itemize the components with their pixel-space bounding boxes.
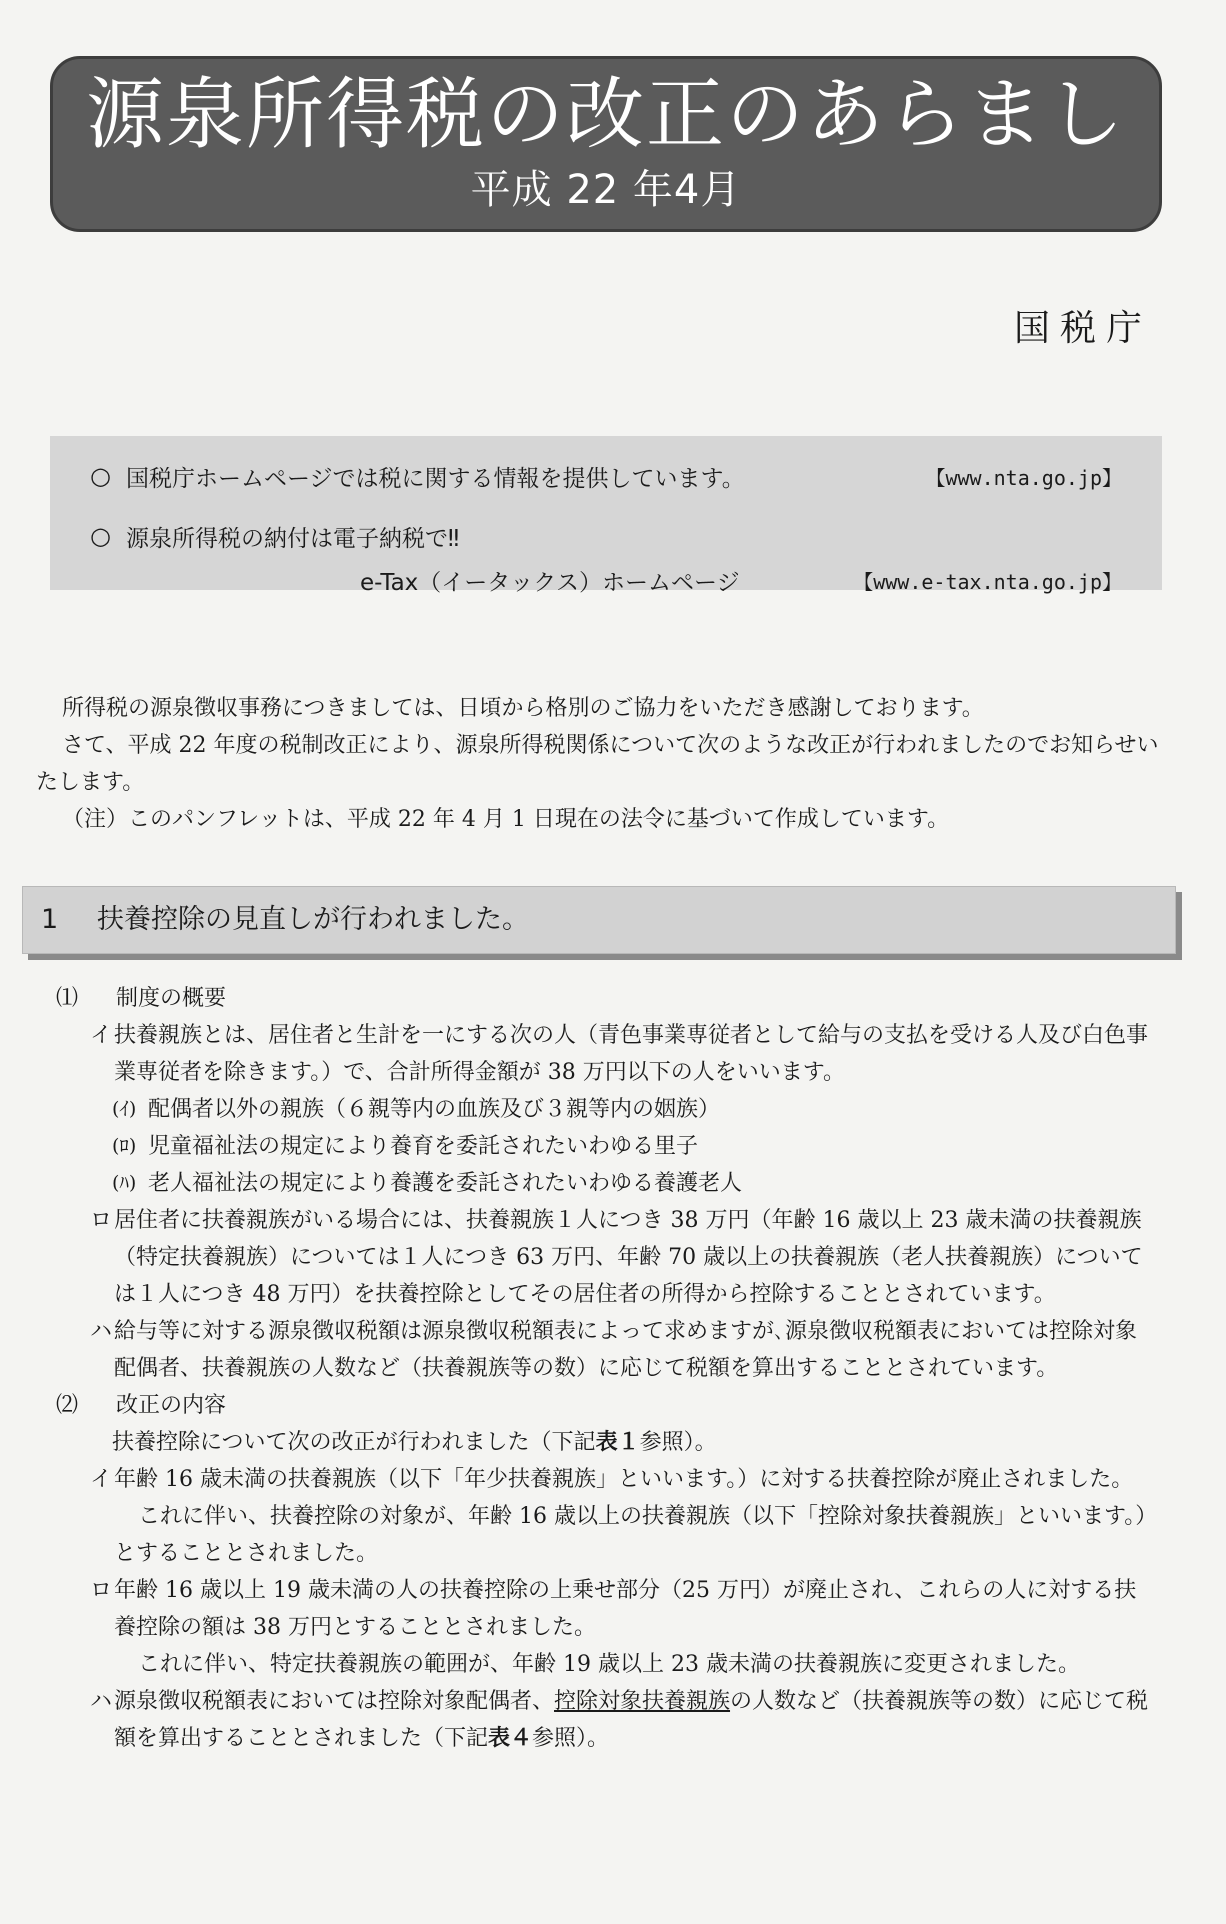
item-text-end: 参照）。 <box>532 1726 610 1751</box>
info-row-nta <box>90 454 1122 498</box>
section-body <box>56 980 1158 1757</box>
title-banner <box>50 56 1162 232</box>
item-text: 年齢 16 歳未満の扶養親族（以下「年少扶養親族」といいます。）に対する扶養控除が廃止されました。 <box>114 1467 1134 1492</box>
sub-list-item <box>56 1165 1158 1202</box>
underlined-term: 控除対象扶養親族 <box>554 1689 731 1714</box>
sub-list-item <box>56 1128 1158 1165</box>
item-text: 扶養親族とは、居住者と生計を一にする次の人（青色事業専従者として給与の支払を受ける人及び白色事業専従者を除きます。）で、合計所得金額が 38 万円以下の人をいいます。 <box>114 1023 1149 1085</box>
sub-item-label: (ﾛ) <box>112 1135 137 1157</box>
item-text: 給与等に対する源泉徴収税額は源泉徴収税額表によって求めますが､源泉徴収税額表においては控除対象配偶者、扶養親族の人数など（扶養親族等の数）に応じて税額を算出することとされています。 <box>114 1319 1138 1381</box>
section-title: 扶養控除の見直しが行われました。 <box>97 904 529 935</box>
bullet-circle-icon: ○ <box>90 522 111 550</box>
list-item <box>56 1313 1158 1387</box>
subsection-number: ⑵ <box>56 1393 79 1418</box>
item-text: 年齢 16 歳以上 19 歳未満の人の扶養控除の上乗せ部分（25 万円）が廃止され、これらの人に対する扶養控除の額は 38 万円とすることとされました。 <box>114 1578 1137 1640</box>
info-box <box>50 436 1162 596</box>
sub-item-text: 老人福祉法の規定により養護を委託されたいわゆる養護老人 <box>148 1171 743 1196</box>
lead-text-end: 参照）。 <box>639 1430 717 1455</box>
intro-paragraph-1: 所得税の源泉徴収事務につきましては、日頃から格別のご協力をいただき感謝しております。 <box>62 696 984 721</box>
intro-text <box>36 690 1166 838</box>
etax-url-link[interactable]: 【www.e-tax.nta.go.jp】 <box>853 569 1122 594</box>
document-date: 平成 22 年4月 <box>470 167 742 213</box>
sub-item-text: 児童福祉法の規定により養育を委託されたいわゆる里子 <box>148 1134 699 1159</box>
document-title: 源泉所得税の改正のあらまし <box>85 70 1126 160</box>
item-label: ハ <box>90 1319 113 1344</box>
list-item <box>56 1461 1158 1498</box>
list-item <box>56 1202 1158 1313</box>
nta-url-link[interactable]: 【www.nta.go.jp】 <box>925 465 1122 490</box>
table-ref-1: 表１ <box>595 1430 640 1455</box>
info-etax-text: 源泉所得税の納付は電子納税で‼ <box>126 525 460 552</box>
section-header <box>22 886 1176 954</box>
section-number: 1 <box>41 904 59 935</box>
sub-list-item <box>56 1091 1158 1128</box>
info-nta-text: 国税庁ホームページでは税に関する情報を提供しています。 <box>126 465 745 492</box>
item-text: 居住者に扶養親族がいる場合には、扶養親族１人につき 38 万円（年齢 16 歳以上 23 歳未満の扶養親族（特定扶養親族）については１人につき 63 万円、年齢 70 歳以上の扶養親族（老人扶養親族）については１人につき 48 万円）を扶養控除としてその居住者の所得から控除することとされています。 <box>114 1208 1143 1307</box>
item-label: ハ <box>90 1689 113 1714</box>
list-item <box>56 1683 1158 1757</box>
lead-text: 扶養控除について次の改正が行われました（下記 <box>112 1430 596 1455</box>
info-row-etax-url <box>90 558 1122 602</box>
etax-homepage-label: e-Tax（イータックス）ホームページ <box>360 569 740 596</box>
item-label: イ <box>90 1023 113 1048</box>
item-label: ロ <box>90 1208 113 1233</box>
list-item <box>56 1572 1158 1646</box>
item-continuation: これに伴い、扶養控除の対象が、年齢 16 歳以上の扶養親族（以下「控除対象扶養親族」といいます。）とすることとされました。 <box>114 1504 1158 1566</box>
intro-paragraph-2: さて、平成 22 年度の税制改正により、源泉所得税関係について次のような改正が行われましたのでお知らせいたします。 <box>36 733 1159 795</box>
sub-item-label: (ｲ) <box>112 1098 137 1120</box>
subsection-number: ⑴ <box>56 986 79 1011</box>
table-ref-4: 表４ <box>488 1726 533 1751</box>
list-item <box>56 1017 1158 1091</box>
item-label: ロ <box>90 1578 113 1603</box>
subsection-heading-overview <box>56 980 1158 1017</box>
sub-item-label: (ﾊ) <box>112 1172 137 1194</box>
revision-lead <box>56 1424 1158 1461</box>
issuing-agency: 国税庁 <box>1013 308 1152 349</box>
item-text: 源泉徴収税額表においては控除対象配偶者、 <box>114 1689 555 1714</box>
sub-item-text: 配偶者以外の親族（６親等内の血族及び３親等内の姻族） <box>148 1097 721 1122</box>
item-label: イ <box>90 1467 113 1492</box>
subsection-title: 制度の概要 <box>116 986 227 1011</box>
bullet-circle-icon: ○ <box>90 462 111 490</box>
intro-note: （注）このパンフレットは、平成 22 年 4 月 1 日現在の法令に基づいて作成しています。 <box>62 807 950 832</box>
item-text-mid: の人数など（扶養親族等の数）に応じて税額を算出することとされました（下記 <box>114 1689 1149 1751</box>
item-continuation: これに伴い、特定扶養親族の範囲が、年齢 19 歳以上 23 歳未満の扶養親族に変更されました。 <box>138 1652 1080 1677</box>
info-row-etax <box>90 514 1122 558</box>
subsection-heading-revision <box>56 1387 1158 1424</box>
subsection-title: 改正の内容 <box>116 1393 227 1418</box>
